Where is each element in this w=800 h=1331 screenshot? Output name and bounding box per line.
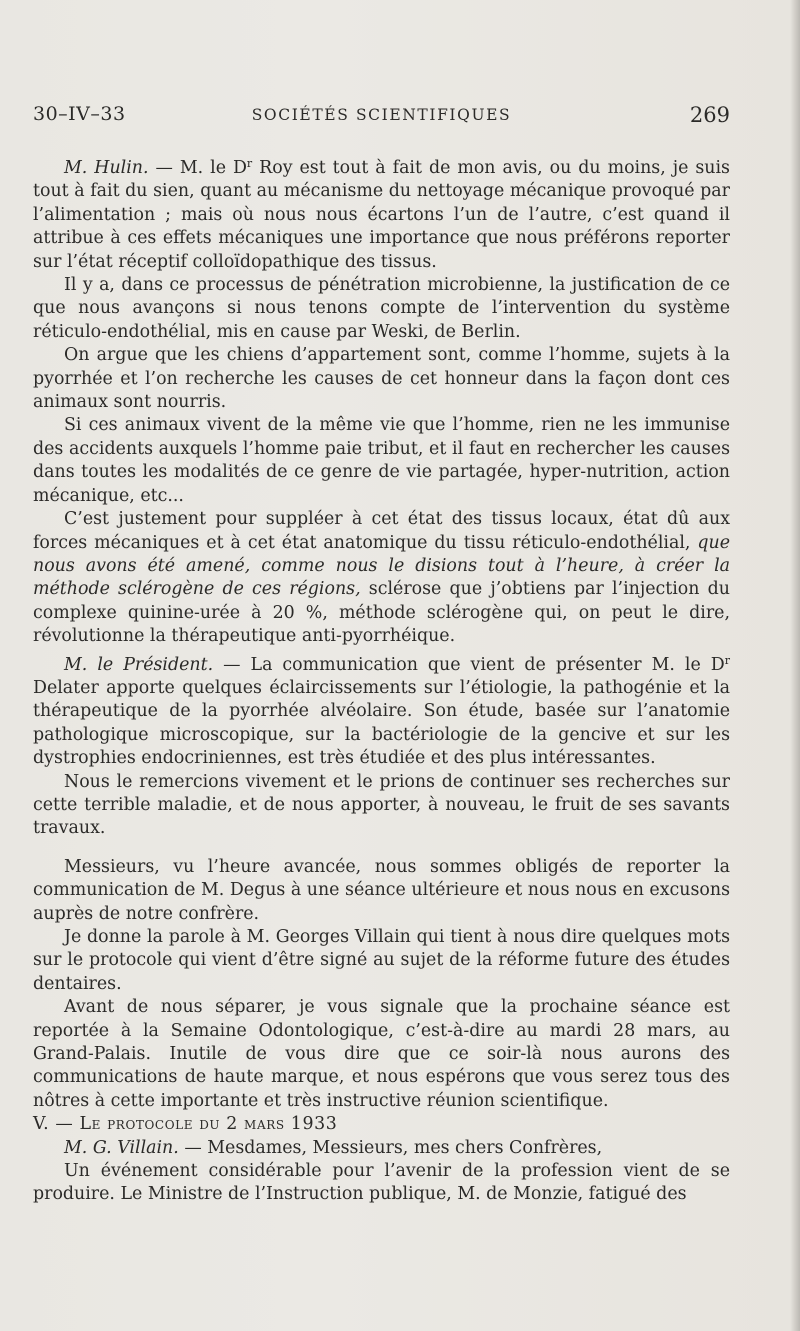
paragraph: Un événement considérable pour l’avenir de la profession vient de se produire. Le Ministre de l’Instruction publique, M. de Monzie, fatigué des <box>33 1161 730 1205</box>
paragraph: Il y a, dans ce processus de pénétration microbienne, la justification de ce que nous avançons si nous tenons compte de l’intervention du système réticulo-endothélial, mis en cause par Weski, de Berlin. <box>33 275 730 342</box>
header-journal-title: SOCIÉTÉS SCIENTIFIQUES <box>251 106 512 124</box>
speaker-name: M. le Président. <box>64 654 214 675</box>
paragraph: Nous le remercions vivement et le prions de continuer ses recherches sur cette terrible maladie, et de nous apporter, à nouveau, le fruit de ses savants travaux. <box>33 771 730 839</box>
page-edge-shadow <box>790 0 800 1331</box>
section-heading: V. — Le protocole du 2 mars 1933 <box>33 1114 338 1135</box>
body-text <box>33 152 730 1207</box>
paragraph: Si ces animaux vivent de la même vie que l’homme, rien ne les immunise des accidents auxquels l’homme paie tribut, et il faut en rechercher les causes dans toutes les modalités de ce genre de vie partagée, hyper-nutrition, action mécanique, etc... <box>33 415 730 506</box>
paragraph-villain: M. G. Villain. — Mesdames, Messieurs, mes chers Confrères, <box>64 1137 603 1158</box>
paragraph-hulin: M. Hulin. — M. le $D^r$ Roy est tout à fait de mon avis, ou du moins, je suis tout à fait du sien, quant au mécanisme du nettoyage mécanique provoqué par l’alimentation ; mais où nous nous écartons l’un de l’autre, c’est quand il attribue à ces effets mécaniques une importance que nous préférons reporter sur l’état réceptif colloïdopathique des tissus. <box>33 157 730 272</box>
paragraph: Avant de nous séparer, je vous signale que la prochaine séance est reportée à la Semaine Odontologique, c’est-à-dire au mardi 28 mars, au Grand-Palais. Inutile de vous dire que ce soir-là nous aurons des communications de haute marque, et nous espérons que vous serez tous des nôtres à cette importante et très instructive réunion scientifique. <box>33 997 730 1111</box>
paragraph: Je donne la parole à M. Georges Villain qui tient à nous dire quelques mots sur le protocole qui vient d’être signé au sujet de la réforme future des études dentaires. <box>33 927 730 994</box>
running-header <box>33 103 730 133</box>
paragraph-president: M. le Président. — La communication que vient de présenter M. le $D^r$ Delater apporte quelques éclaircissements sur l’étiologie, la pathogénie et la thérapeutique de la pyorrhée alvéolaire. Son étude, basée sur l’anatomie pathologique microscopique, sur la bactériologie de la gencive et sur les dystrophies endocriniennes, est très étudiée et des plus intéressantes. <box>33 653 730 769</box>
header-date: 30–IV–33 <box>33 103 126 125</box>
page-number: 269 <box>689 103 730 127</box>
italic-emphasis: que nous avons été amené, comme nous le disions tout à l’heure, à créer la méthode sclérogène de ces régions, <box>33 532 730 600</box>
paragraph: On argue que les chiens d’appartement sont, comme l’homme, sujets à la pyorrhée et l’on recherche les causes de cet honneur dans la façon dont ces animaux sont nourris. <box>33 345 730 413</box>
paragraph-sclerogen: C’est justement pour suppléer à cet état des tissus locaux, état dû aux forces mécaniques et à cet état anatomique du tissu réticulo-endothélial, que nous avons été amené, comme nous le disions tout à l’heure, à créer la méthode sclérogène de ces régions, sclérose que j’obtiens par l’injection du complexe quinine-urée à 20 %, méthode sclérogène qui, on peut le dire, révolutionne la thérapeutique anti-pyorrhéique. <box>33 509 730 647</box>
speaker-name: M. G. Villain. <box>64 1137 179 1158</box>
speaker-name: M. Hulin. <box>64 158 149 178</box>
paragraph: Messieurs, vu l’heure avancée, nous sommes obligés de reporter la communication de M. Degus à une séance ultérieure et nous nous en excusons auprès de notre confrère. <box>33 856 730 924</box>
